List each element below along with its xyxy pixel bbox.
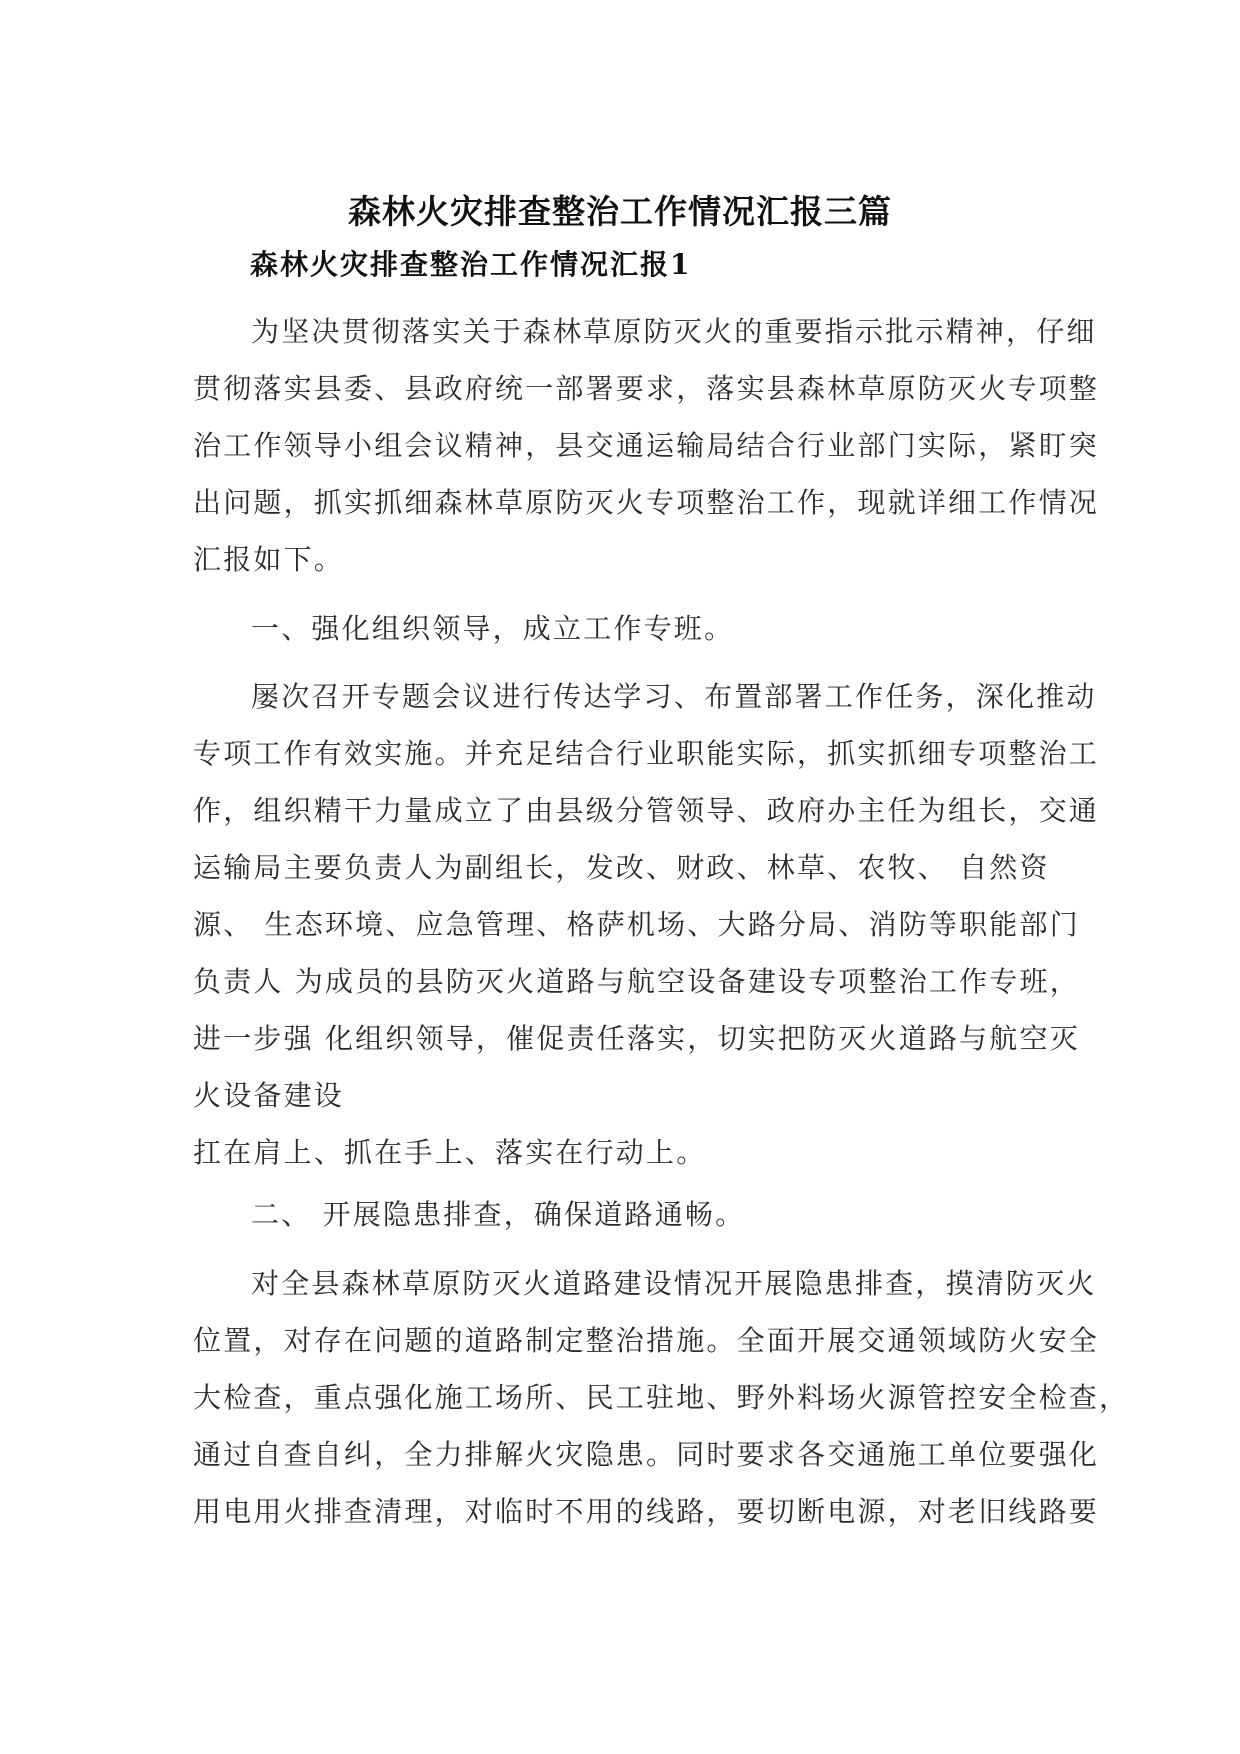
text-line: 进一步强 化组织领导，催促责任落实，切实把防灭火道路与航空灭 xyxy=(193,1022,1080,1055)
text-line: 用电用火排查清理，对临时不用的线路，要切断电源，对老旧线路要 xyxy=(193,1495,1100,1528)
paragraph-organization xyxy=(193,668,1100,1181)
heading-line: 一、强化组织领导，成立工作专班。 xyxy=(251,612,735,645)
document-subtitle: 森林火灾排查整治工作情况汇报1 xyxy=(250,248,692,281)
paragraph-inspection xyxy=(193,1255,1130,1540)
section-heading-2 xyxy=(193,1186,1053,1243)
text-line: 火设备建设 xyxy=(193,1079,345,1112)
text-line: 运输局主要负责人为副组长，发改、财政、林草、农牧、 自然资 xyxy=(193,851,1050,884)
paragraph-intro xyxy=(193,303,1100,588)
text-line: 贯彻落实县委、县政府统一部署要求，落实县森林草原防灭火专项整 xyxy=(193,372,1100,405)
text-line: 作，组织精干力量成立了由县级分管领导、政府办主任为组长，交通 xyxy=(193,794,1100,827)
text-line: 对全县森林草原防灭火道路建设情况开展隐患排查，摸清防灭火 xyxy=(251,1267,1097,1300)
text-line: 负责人 为成员的县防灭火道路与航空设备建设专项整治工作专班， xyxy=(193,965,1080,998)
text-line: 专项工作有效实施。并充足结合行业职能实际，抓实抓细专项整治工 xyxy=(193,737,1100,770)
text-line: 汇报如下。 xyxy=(193,543,345,576)
document-title: 森林火灾排查整治工作情况汇报三篇 xyxy=(348,192,892,231)
text-line: 屡次召开专题会议进行传达学习、布置部署工作任务，深化推动 xyxy=(251,680,1097,713)
text-line: 通过自查自纠，全力排解火灾隐患。同时要求各交通施工单位要强化 xyxy=(193,1438,1100,1471)
text-line: 位置，对存在问题的道路制定整治措施。全面开展交通领域防火安全 xyxy=(193,1324,1100,1357)
text-line: 大检查，重点强化施工场所、民工驻地、野外料场火源管控安全检查， xyxy=(193,1381,1130,1414)
text-line: 源、 生态环境、应急管理、格萨机场、大路分局、消防等职能部门 xyxy=(193,908,1080,941)
text-line: 治工作领导小组会议精神，县交通运输局结合行业部门实际，紧盯突 xyxy=(193,429,1100,462)
text-line: 出问题，抓实抓细森林草原防灭火专项整治工作，现就详细工作情况 xyxy=(193,486,1100,519)
section-heading-1 xyxy=(193,600,1053,657)
heading-line: 二、 开展隐患排查，确保道路通畅。 xyxy=(251,1198,746,1231)
text-line: 为坚决贯彻落实关于森林草原防灭火的重要指示批示精神，仔细 xyxy=(251,315,1097,348)
text-line: 扛在肩上、抓在手上、落实在行动上。 xyxy=(193,1136,707,1169)
